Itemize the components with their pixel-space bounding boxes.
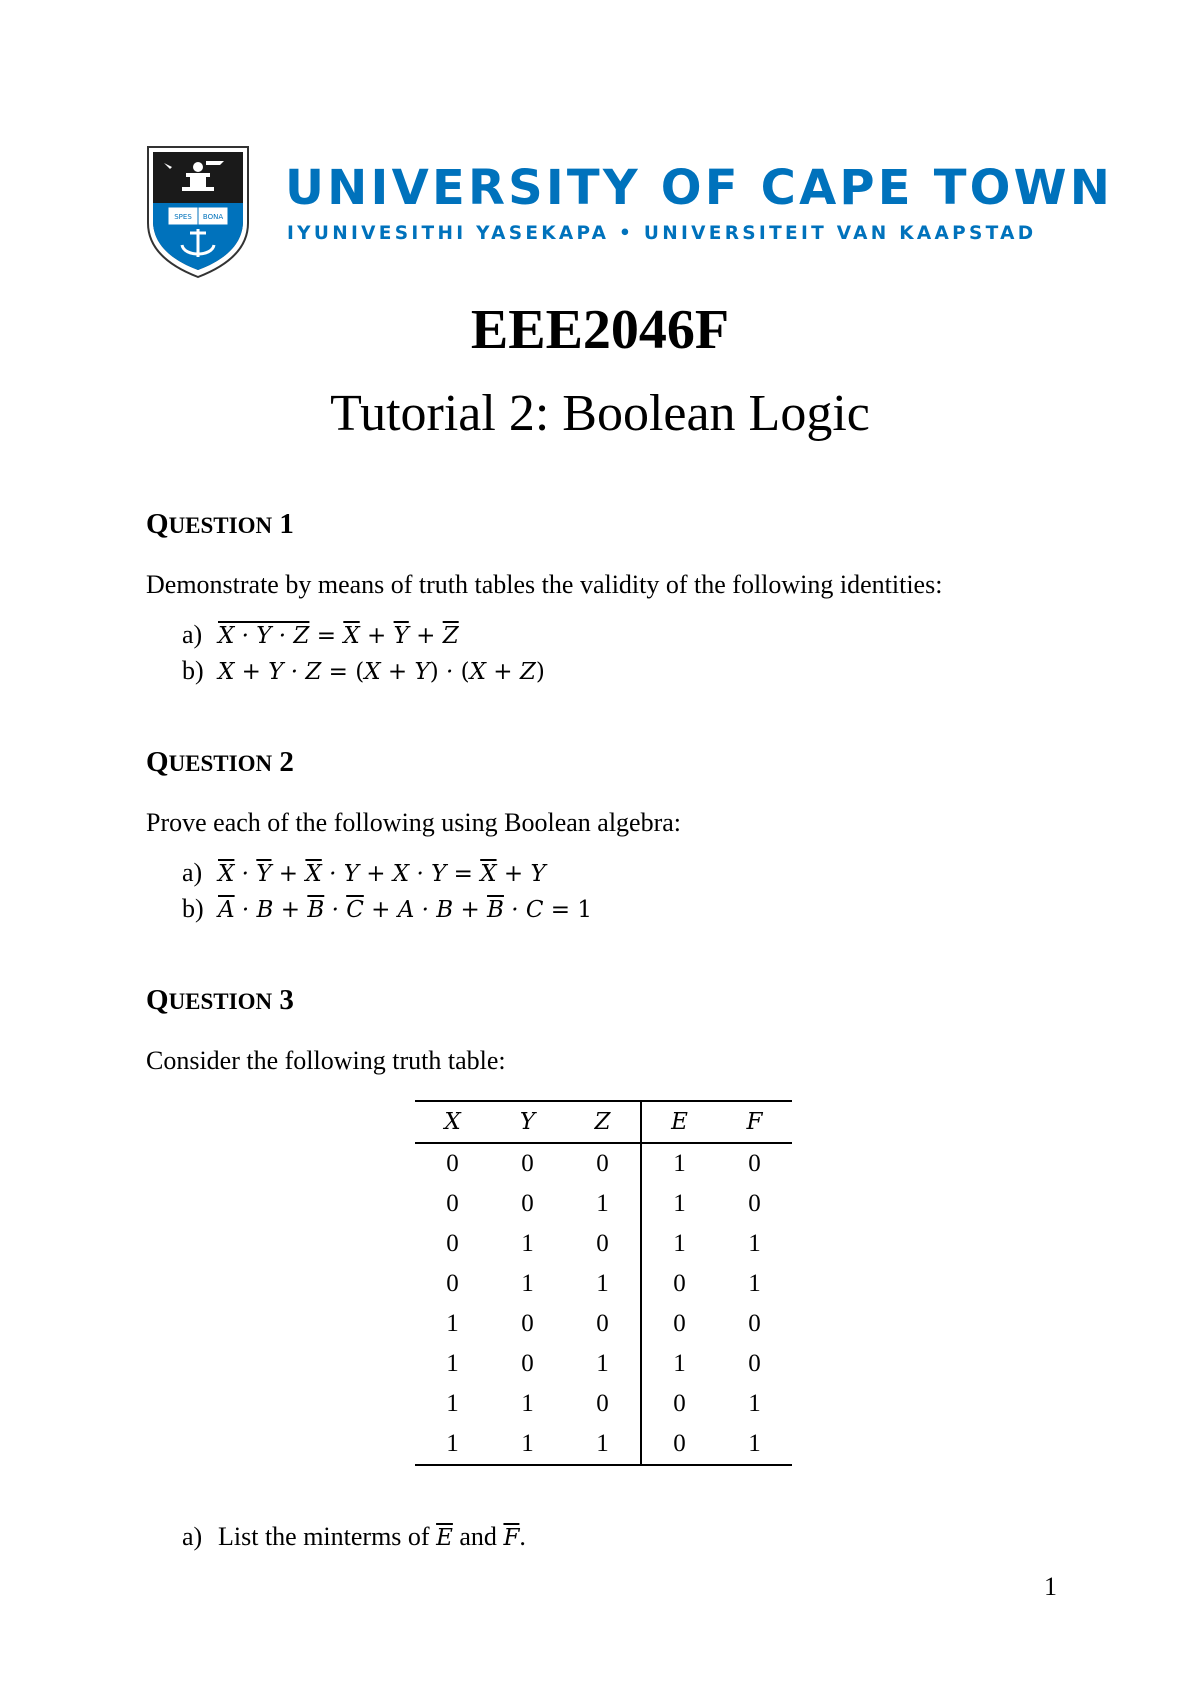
question-3a: a) List the minterms of $\overline{E}$ and $\overline{F}$.	[182, 1522, 526, 1551]
table-cell: 1	[565, 1184, 641, 1224]
table-cell: 0	[446, 1270, 459, 1297]
question-2b: b) $\overline{A} \cdot B + \overline{B} \cdot \overline{C} + A \cdot B + \overline{B} \cdot C = 1$	[182, 894, 593, 923]
table-row	[415, 1224, 792, 1264]
table-header: Y	[490, 1101, 565, 1143]
table-cell: 1	[521, 1390, 534, 1417]
table-cell: 1	[565, 1264, 641, 1304]
table-cell: 0	[748, 1350, 761, 1377]
table-cell: 1	[673, 1350, 686, 1377]
table-cell: 0	[565, 1224, 641, 1264]
table-cell: 1	[748, 1390, 761, 1417]
table-cell: 0	[641, 1424, 717, 1465]
truth-table	[415, 1100, 792, 1466]
table-cell: 0	[521, 1310, 534, 1337]
truth-table-header-row	[415, 1101, 792, 1143]
university-crest-logo	[146, 145, 250, 279]
table-header: X	[415, 1101, 490, 1143]
tutorial-title: Tutorial 2: Boolean Logic	[330, 385, 870, 442]
table-cell: 1	[446, 1390, 459, 1417]
table-cell: 0	[521, 1150, 534, 1177]
crest-book-right: BONA	[202, 213, 224, 221]
table-cell: 1	[673, 1230, 686, 1257]
table-cell: 1	[446, 1310, 459, 1337]
crest-book-left: SPES	[174, 213, 192, 221]
table-row	[415, 1424, 792, 1465]
table-cell: 1	[673, 1150, 686, 1177]
table-cell: 1	[673, 1190, 686, 1217]
table-cell: 1	[415, 1424, 490, 1465]
table-cell: 1	[521, 1270, 534, 1297]
table-cell: 0	[521, 1350, 534, 1377]
question-3-heading: QUESTION 3	[146, 984, 294, 1016]
table-cell: 0	[565, 1384, 641, 1424]
table-cell: 1	[521, 1230, 534, 1257]
table-cell: 0	[446, 1230, 459, 1257]
table-cell: 1	[748, 1270, 761, 1297]
table-cell: 0	[748, 1190, 761, 1217]
table-cell: 1	[446, 1350, 459, 1377]
table-cell: 0	[673, 1270, 686, 1297]
question-2a: a) $\overline{X} \cdot \overline{Y} + \overline{X} \cdot Y + X \cdot Y = \overline{X} + Y$	[182, 858, 546, 887]
table-row	[415, 1384, 792, 1424]
university-name: UNIVERSITY OF CAPE TOWN	[285, 160, 1114, 216]
table-cell: 0	[748, 1150, 761, 1177]
table-cell: 1	[565, 1344, 641, 1384]
table-cell: 0	[673, 1310, 686, 1337]
question-1-intro: Demonstrate by means of truth tables the validity of the following identities:	[146, 570, 943, 599]
table-cell: 0	[748, 1310, 761, 1337]
table-row	[415, 1143, 792, 1184]
table-row	[415, 1264, 792, 1304]
question-2-intro: Prove each of the following using Boolean algebra:	[146, 808, 682, 837]
table-cell: 1	[748, 1230, 761, 1257]
table-cell: 1	[717, 1424, 792, 1465]
table-cell: 0	[446, 1190, 459, 1217]
table-cell: 1	[490, 1424, 565, 1465]
question-1-heading: QUESTION 1	[146, 508, 294, 540]
question-1b: b) X + Y · Z = (X + Y) · (X + Z)	[182, 656, 545, 685]
table-row	[415, 1304, 792, 1344]
table-cell: 0	[565, 1143, 641, 1184]
table-cell: 1	[565, 1424, 641, 1465]
page-number: 1	[1044, 1572, 1057, 1601]
table-cell: 0	[565, 1304, 641, 1344]
table-row	[415, 1344, 792, 1384]
university-subtitle: IYUNIVESITHI YASEKAPA • UNIVERSITEIT VAN KAAPSTAD	[287, 223, 1037, 244]
table-cell: 0	[521, 1190, 534, 1217]
question-1a: a) $X \cdot Y \cdot Z = \overline{X} + \overline{Y} + \overline{Z}$	[182, 620, 459, 649]
table-header: Z	[565, 1101, 641, 1143]
table-header: E	[641, 1101, 717, 1143]
course-code: EEE2046F	[470, 299, 730, 361]
table-header: F	[717, 1101, 792, 1143]
table-cell: 0	[673, 1390, 686, 1417]
table-cell: 0	[446, 1150, 459, 1177]
table-row	[415, 1184, 792, 1224]
question-3-intro: Consider the following truth table:	[146, 1046, 506, 1075]
question-2-heading: QUESTION 2	[146, 746, 294, 778]
